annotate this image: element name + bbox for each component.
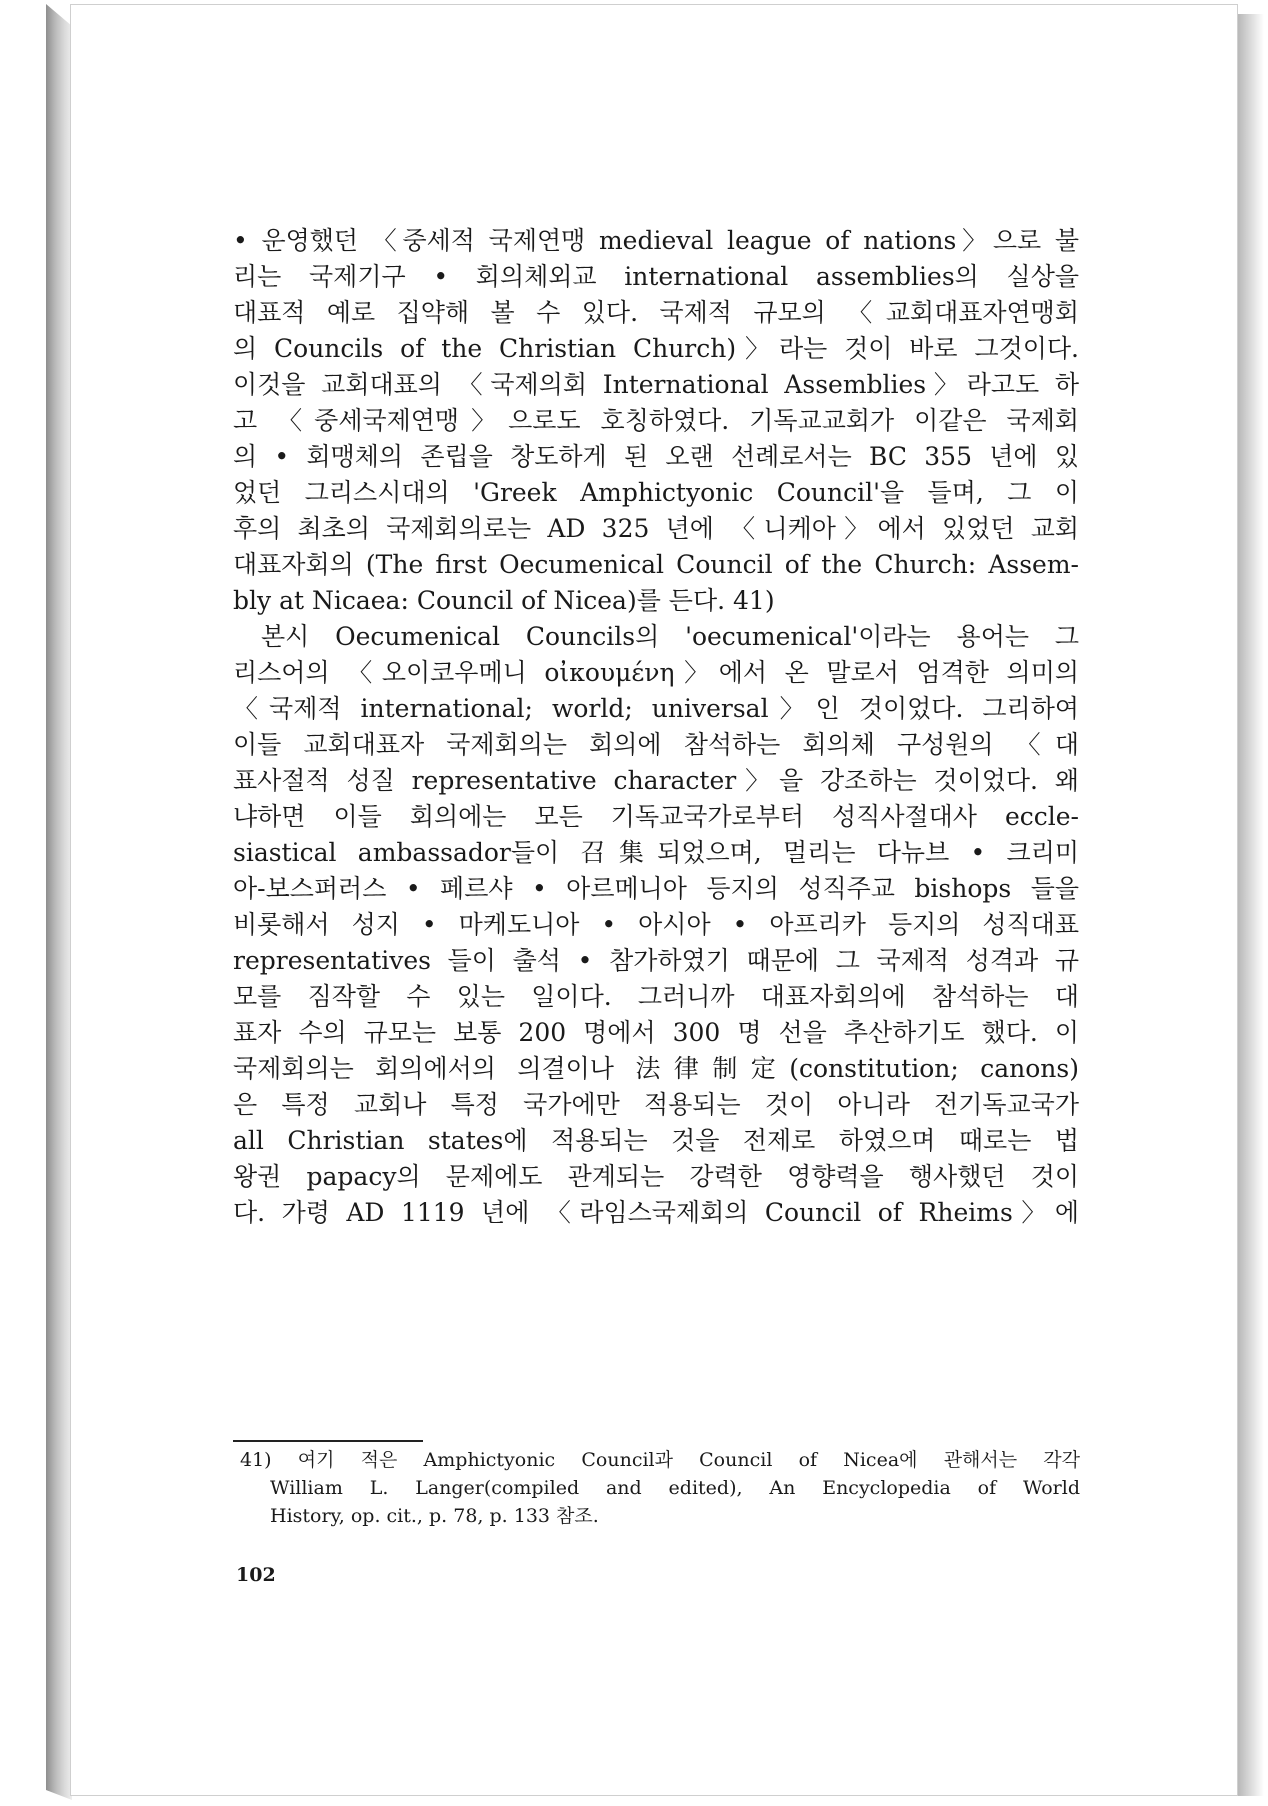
body-line: 다. 가령 AD 1119 년에 〈라임스국제회의 Council of Rheims〉에 bbox=[233, 1198, 1079, 1227]
body-line: 표자 수의 규모는 보통 200 명에서 300 명 선을 추산하기도 했다. 이 bbox=[233, 1018, 1079, 1047]
body-line: 왕권 papacy의 문제에도 관계되는 강력한 영향력을 행사했던 것이 bbox=[233, 1162, 1079, 1191]
body-line: representatives 들이 출석 • 참가하였기 때문에 그 국제적 성격과 규 bbox=[233, 946, 1079, 975]
body-line: 표사절적 성질 representative character〉을 강조하는 것이었다. 왜 bbox=[233, 766, 1079, 795]
paragraph-start-line: 본시 Oecumenical Councils의 'oecumenical'이라는 용어는 그 bbox=[261, 622, 1079, 651]
page-number: 102 bbox=[236, 1564, 276, 1586]
body-line: 었던 그리스시대의 'Greek Amphictyonic Council'을 들며, 그 이 bbox=[233, 478, 1079, 507]
body-line: 대표적 예로 집약해 볼 수 있다. 국제적 규모의 〈교회대표자연맹회 bbox=[233, 298, 1079, 327]
body-line: 〈국제적 international; world; universal〉인 것이었다. 그리하여 bbox=[233, 694, 1079, 723]
footnote-line: History, op. cit., p. 78, p. 133 참조. bbox=[270, 1505, 599, 1527]
body-line: 비롯해서 성지 • 마케도니아 • 아시아 • 아프리카 등지의 성직대표 bbox=[233, 910, 1079, 939]
body-line: 의 Councils of the Christian Church)〉라는 것이 바로 그것이다. bbox=[233, 334, 1079, 363]
body-line: 리는 국제기구 • 회의체외교 international assemblies의 실상을 bbox=[233, 262, 1079, 291]
body-line: 냐하면 이들 회의에는 모든 기독교국가로부터 성직사절대사 eccle- bbox=[233, 802, 1079, 831]
body-line: 모를 짐작할 수 있는 일이다. 그러니까 대표자회의에 참석하는 대 bbox=[233, 982, 1079, 1011]
body-line: 고 〈중세국제연맹〉으로도 호칭하였다. 기독교교회가 이같은 국제회 bbox=[233, 406, 1079, 435]
footnote-line: William L. Langer(compiled and edited), An Encyclopedia of World bbox=[270, 1477, 1080, 1499]
page-shadow bbox=[1238, 14, 1264, 1796]
body-line: 이것을 교회대표의 〈국제의회 International Assemblies〉라고도 하 bbox=[233, 370, 1079, 399]
page-left-edge bbox=[46, 4, 72, 1800]
footnote-line: 41) 여기 적은 Amphictyonic Council과 Council of Nicea에 관해서는 각각 bbox=[240, 1449, 1080, 1471]
body-line: 은 특정 교회나 특정 국가에만 적용되는 것이 아니라 전기독교국가 bbox=[233, 1090, 1079, 1119]
body-line: 아-보스퍼러스 • 페르샤 • 아르메니아 등지의 성직주교 bishops 들을 bbox=[233, 874, 1079, 903]
body-line: 대표자회의 (The first Oecumenical Council of the Church: Assem- bbox=[233, 550, 1079, 579]
body-line: 의 • 회맹체의 존립을 창도하게 된 오랜 선례로서는 BC 355 년에 있 bbox=[233, 442, 1079, 471]
body-line: 이들 교회대표자 국제회의는 회의에 참석하는 회의체 구성원의 〈대 bbox=[233, 730, 1079, 759]
body-line: 후의 최초의 국제회의로는 AD 325 년에 〈니케아〉에서 있었던 교회 bbox=[233, 514, 1079, 543]
body-line: • 운영했던 〈중세적 국제연맹 medieval league of nations〉으로 불 bbox=[233, 226, 1079, 255]
body-line: bly at Nicaea: Council of Nicea)를 든다. 41) bbox=[233, 586, 775, 615]
body-line: siastical ambassador들이 召集되었으며, 멀리는 다뉴브 • 크리미 bbox=[233, 838, 1079, 867]
body-line: 리스어의 〈오이코우메니 οἰκουμένη〉에서 온 말로서 엄격한 의미의 bbox=[233, 658, 1079, 687]
footnote-rule bbox=[233, 1440, 423, 1442]
body-line: 국제회의는 회의에서의 의결이나 法律制定(constitution; canons) bbox=[233, 1054, 1079, 1083]
body-line: all Christian states에 적용되는 것을 전제로 하였으며 때로는 법 bbox=[233, 1126, 1079, 1155]
